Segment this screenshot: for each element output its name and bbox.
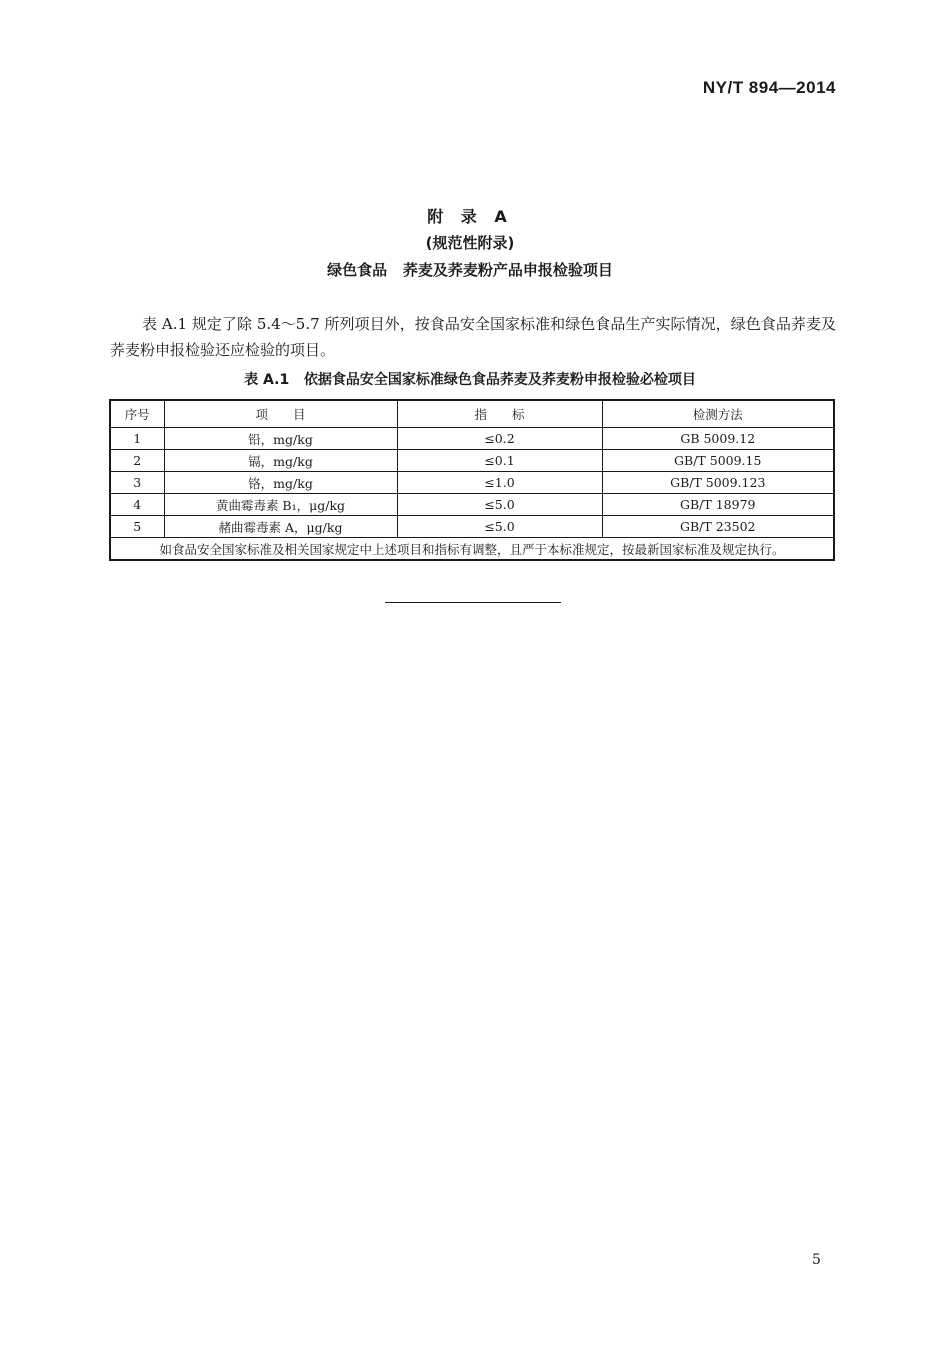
table-note-row: [110, 538, 834, 561]
header-limit: 指 标: [397, 400, 602, 428]
row-limit: ≤1.0: [397, 472, 602, 494]
row-limit: ≤5.0: [397, 494, 602, 516]
row-no: 2: [110, 450, 164, 472]
row-limit: ≤0.1: [397, 450, 602, 472]
table-header-row: [110, 400, 834, 428]
row-item: 铬，mg/kg: [164, 472, 397, 494]
row-method: GB 5009.12: [602, 428, 834, 450]
standard-code: NY/T 894—2014: [702, 78, 836, 97]
table-row: [110, 428, 834, 450]
row-no: 3: [110, 472, 164, 494]
end-rule: [385, 602, 561, 603]
table-caption: 表 A.1 依据食品安全国家标准绿色食品荞麦及荞麦粉申报检验必检项目: [244, 372, 696, 388]
row-method: GB/T 18979: [602, 494, 834, 516]
row-method: GB/T 23502: [602, 516, 834, 538]
appendix-subtitle: (规范性附录): [425, 234, 515, 252]
intro-paragraph: 表 A.1 规定了除 5.4～5.7 所列项目外，按食品安全国家标准和绿色食品生产实际情况，绿色食品荞麦及荞麦粉申报检验还应检验的项目。: [110, 315, 836, 359]
page-number: 5: [812, 1252, 821, 1268]
table-row: [110, 494, 834, 516]
table-row: [110, 516, 834, 538]
row-item: 黄曲霉毒素 B₁，μg/kg: [164, 494, 397, 516]
row-method: GB/T 5009.15: [602, 450, 834, 472]
appendix-title: 附 录 A: [427, 207, 513, 226]
row-item: 镉，mg/kg: [164, 450, 397, 472]
row-limit: ≤5.0: [397, 516, 602, 538]
header-no: 序号: [110, 400, 164, 428]
table-row: [110, 450, 834, 472]
requirements-table: [109, 399, 835, 561]
row-no: 4: [110, 494, 164, 516]
row-item: 铅，mg/kg: [164, 428, 397, 450]
table-row: [110, 472, 834, 494]
appendix-heading: 绿色食品 荞麦及荞麦粉产品申报检验项目: [327, 261, 613, 279]
row-no: 5: [110, 516, 164, 538]
table-note: 如食品安全国家标准及相关国家规定中上述项目和指标有调整，且严于本标准规定，按最新国家标准及规定执行。: [110, 538, 834, 561]
row-limit: ≤0.2: [397, 428, 602, 450]
row-method: GB/T 5009.123: [602, 472, 834, 494]
row-no: 1: [110, 428, 164, 450]
row-item: 赭曲霉毒素 A，μg/kg: [164, 516, 397, 538]
header-item: 项 目: [164, 400, 397, 428]
header-method: 检测方法: [602, 400, 834, 428]
